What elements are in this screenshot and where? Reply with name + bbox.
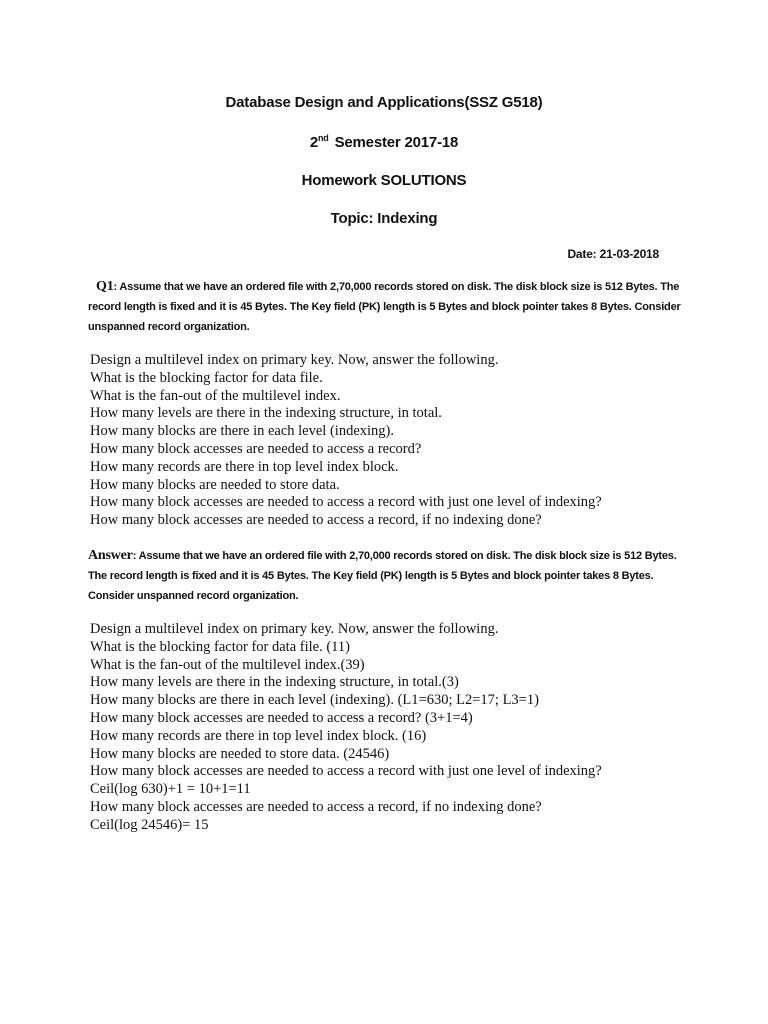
question-item-line: How many levels are there in the indexing structure, in total. [90,405,442,422]
question-text: : Assume that we have an ordered file with 2,70,000 records stored on disk. The disk block size is 512 Bytes. The record length is fixed and it is 45 Bytes. The Key field (PK) length is 5 Bytes and block pointer takes 8 Bytes. Consider unspanned record organization. [88,281,681,333]
answer-item-line: Design a multilevel index on primary key. Now, answer the following. [90,621,499,637]
topic-heading: Topic: Indexing [330,210,438,227]
question-label: Q1 [96,279,114,294]
question-item-line: How many block accesses are needed to access a record? [90,440,422,457]
answer-item-line: What is the fan-out of the multilevel index.(39) [90,656,365,673]
question-item-line: How many block accesses are needed to access a record with just one level of indexing? [90,494,602,511]
question-item-line: How many blocks are there in each level (indexing). [90,423,394,440]
answer-item-line: How many blocks are there in each level (indexing). (L1=630; L2=17; L3=1) [90,692,539,709]
course-title: Database Design and Applications(SSZ G518) [225,94,543,111]
answer-item-line: How many blocks are needed to store data. (24546) [90,745,390,762]
answer-list [90,621,710,835]
semester-superscript: nd [317,133,329,143]
date-line: Date: 21-03-2018 [567,247,659,261]
answer-item-line: How many records are there in top level index block. (16) [90,727,427,744]
doc-type-heading: Homework SOLUTIONS [301,172,467,189]
question-paragraph [88,277,688,337]
question-item-line: Design a multilevel index on primary key. Now, answer the following. [90,352,499,368]
answer-paragraph [88,546,688,606]
answer-item-line: How many block accesses are needed to access a record, if no indexing done? [90,798,542,815]
question-item-line: How many blocks are needed to store data. [90,476,340,493]
semester-line [0,133,768,151]
question-list [90,352,710,530]
question-item-line: How many block accesses are needed to access a record, if no indexing done? [90,512,542,529]
answer-text: : Assume that we have an ordered file with 2,70,000 records stored on disk. The disk block size is 512 Bytes. The record length is fixed and it is 45 Bytes. The Key field (PK) length is 5 Bytes and block pointer takes 8 Bytes. Consider unspanned record organization. [88,550,677,602]
answer-item-line: Ceil(log 630)+1 = 10+1=11 [90,781,251,798]
answer-item-line: How many levels are there in the indexing structure, in total.(3) [90,674,459,691]
answer-label: Answer [88,548,133,563]
question-item-line: What is the blocking factor for data file. [90,369,323,386]
answer-item-line: Ceil(log 24546)= 15 [90,816,209,833]
semester-number: 2 [309,134,318,151]
question-item-line: How many records are there in top level index block. [90,458,399,475]
answer-item-line: What is the blocking factor for data file. (11) [90,638,350,655]
question-item-line: What is the fan-out of the multilevel index. [90,387,341,404]
answer-item-line: How many block accesses are needed to access a record with just one level of indexing? [90,763,602,780]
answer-item-line: How many block accesses are needed to access a record? (3+1=4) [90,709,473,726]
semester-text: Semester 2017-18 [334,134,459,151]
